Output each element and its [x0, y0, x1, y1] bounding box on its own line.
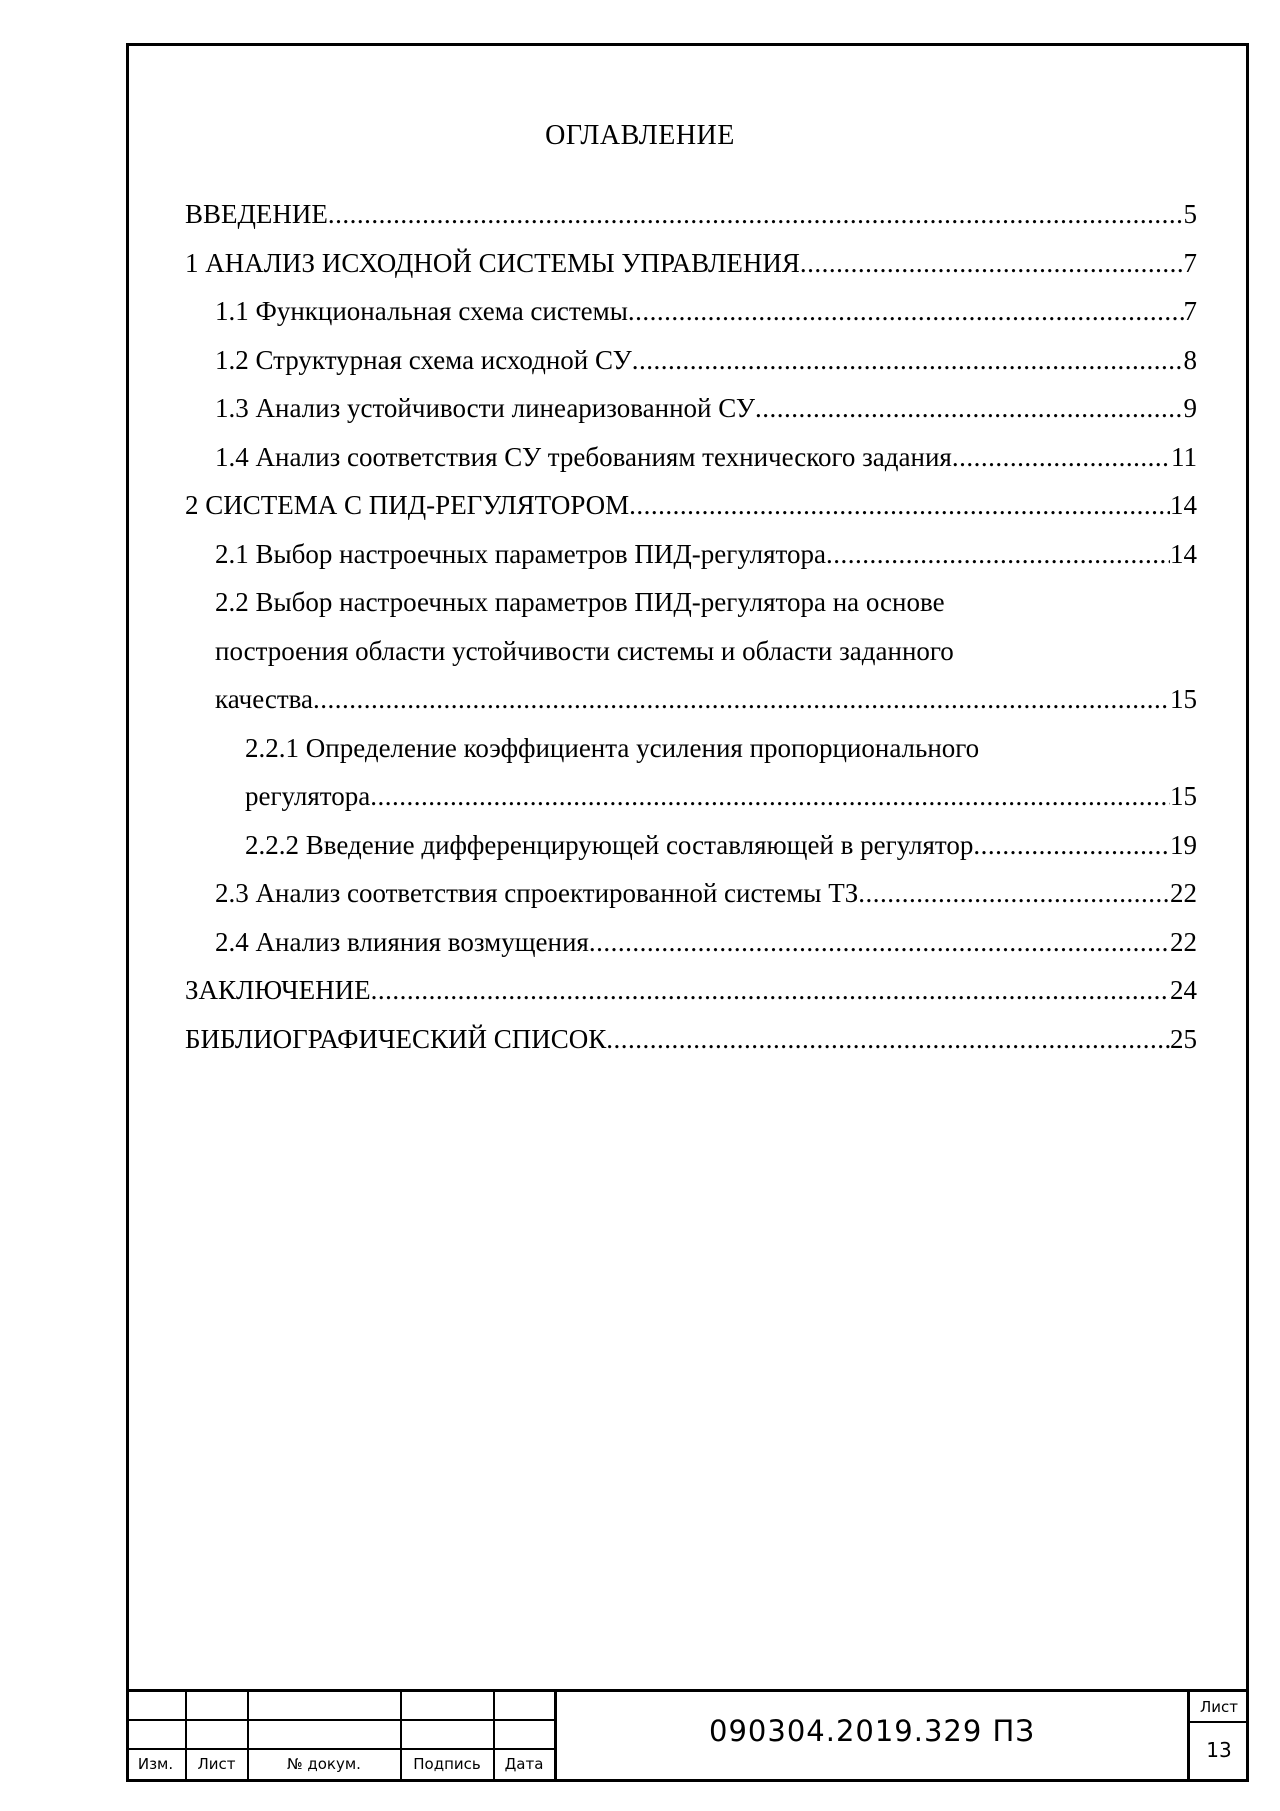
toc-entry-2-2-2[interactable]: 2.2.2 Введение дифференцирующей составляющей в регулятор ..... 19 [185, 821, 1197, 870]
toc-title: ОГЛАВЛЕНИЕ [545, 120, 735, 151]
toc-entry-1-2[interactable]: 1.2 Структурная схема исходной СУ ..... 8 [185, 336, 1197, 385]
toc-entry-2-2[interactable]: 2.2 Выбор настроечных параметров ПИД-регулятора на основе построения области устойчивости системы и области заданного качества ..... 15 [185, 578, 1197, 724]
toc-entry-chapter-2[interactable]: 2 СИСТЕМА С ПИД-РЕГУЛЯТОРОМ ..... 14 [185, 481, 1197, 530]
document-code: 090304.2019.329 ПЗ [709, 1714, 1035, 1748]
toc-entry-2-2-line-1: 2.2 Выбор настроечных параметров ПИД-регулятора на основе [215, 587, 945, 617]
toc-entry-1-4[interactable]: 1.4 Анализ соответствия СУ требованиям технического задания ..... 11 [185, 433, 1197, 482]
toc-entry-bibliography[interactable]: БИБЛИОГРАФИЧЕСКИЙ СПИСОК ..... 25 [185, 1015, 1197, 1064]
col-date-label: Дата [504, 1755, 544, 1773]
col-izm-label: Изм. [137, 1755, 174, 1773]
toc-entry-2-3[interactable]: 2.3 Анализ соответствия спроектированной системы ТЗ ..... 22 [185, 869, 1197, 918]
toc-entry-2-4[interactable]: 2.4 Анализ влияния возмущения ..... 22 [185, 918, 1197, 967]
toc-entry-conclusion[interactable]: ЗАКЛЮЧЕНИЕ ..... 24 [185, 966, 1197, 1015]
col-sign-label: Подпись [413, 1755, 481, 1773]
title-block-stamp [126, 1689, 1249, 1782]
table-of-contents [185, 190, 1197, 1063]
toc-entry-2-2-line-2: построения области устойчивости системы и области заданного [215, 635, 954, 666]
toc-entry-2-1[interactable]: 2.1 Выбор настроечных параметров ПИД-регулятора ..... 14 [185, 530, 1197, 579]
toc-entry-2-2-1[interactable]: 2.2.1 Определение коэффициента усиления пропорционального регулятора ..... 15 [185, 724, 1197, 821]
toc-entry-1-3[interactable]: 1.3 Анализ устойчивости линеаризованной СУ ..... 9 [185, 384, 1197, 433]
col-list-label: Лист [197, 1755, 236, 1773]
toc-entry-chapter-1[interactable]: 1 АНАЛИЗ ИСХОДНОЙ СИСТЕМЫ УПРАВЛЕНИЯ ..... 7 [185, 239, 1197, 288]
sheet-label: Лист [1199, 1698, 1238, 1716]
sheet-number: 13 [1206, 1738, 1232, 1762]
toc-entry-2-2-1-line-1: 2.2.1 Определение коэффициента усиления пропорционального [245, 732, 980, 763]
toc-entry-1-1[interactable]: 1.1 Функциональная схема системы ..... 7 [185, 287, 1197, 336]
col-doc-label: № докум. [287, 1755, 361, 1773]
toc-entry-introduction[interactable]: ВВЕДЕНИЕ ..... 5 [185, 190, 1197, 239]
